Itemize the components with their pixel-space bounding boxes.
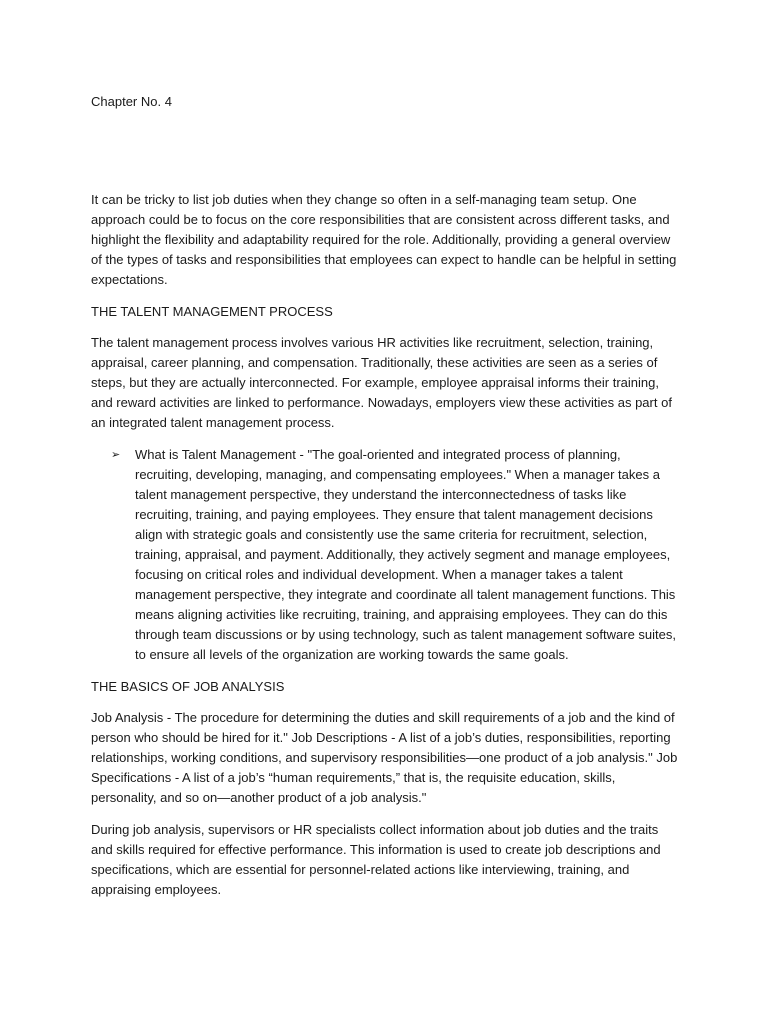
talent-management-paragraph: The talent management process involves various HR activities like recruitment, selection, training, appraisal, career planning, and compensation. Traditionally, these activities are seen as a series of steps, but they are actually interconnected. For example, employee appraisal informs their training, and reward activities are linked to performance. Nowadays, employers view these activities as part of an integrated talent management process. [91,335,672,430]
bullet-item-talent-management [91,445,681,665]
section-heading-talent-management: THE TALENT MANAGEMENT PROCESS [91,304,333,319]
chapter-title: Chapter No. 4 [91,94,172,109]
arrowhead-bullet-icon: ➢ [111,449,121,461]
bullet-text: What is Talent Management - "The goal-oriented and integrated process of planning, recruiting, developing, managing, and compensating employees." When a manager takes a talent management perspective, they understand the interconnectedness of tasks like recruiting, training, and paying employees. They ensure that talent management decisions align with strategic goals and consistently use the same criteria for recruitment, selection, training, appraisal, and payment. Additionally, they actively segment and manage employees, focusing on critical roles and individual development. When a manager takes a talent management perspective, they integrate and coordinate all talent management functions. This means aligning activities like recruiting, training, and appraising employees. They can do this through team discussions or by using technology, such as talent management software suites, to ensure all levels of the organization are working towards the same goals. [135,447,676,662]
document-body [91,190,681,912]
section-heading-job-analysis: THE BASICS OF JOB ANALYSIS [91,679,285,694]
job-analysis-process-paragraph: During job analysis, supervisors or HR specialists collect information about job duties and the traits and skills required for effective performance. This information is used to create job descriptions and specifications, which are essential for personnel-related actions like interviewing, training, and appraising employees. [91,822,661,897]
job-analysis-definitions-paragraph: Job Analysis - The procedure for determining the duties and skill requirements of a job and the kind of person who should be hired for it." Job Descriptions - A list of a job’s duties, responsibilities, reporting relationships, working conditions, and supervisory responsibilities—one product of a job analysis." Job Specifications - A list of a job’s “human requirements,” that is, the requisite education, skills, personality, and so on—another product of a job analysis." [91,710,678,805]
intro-paragraph: It can be tricky to list job duties when they change so often in a self-managing team setup. One approach could be to focus on the core responsibilities that are consistent across different tasks, and highlight the flexibility and adaptability required for the role. Additionally, providing a general overview of the types of tasks and responsibilities that employees can expect to handle can be helpful in setting expectations. [91,192,677,287]
